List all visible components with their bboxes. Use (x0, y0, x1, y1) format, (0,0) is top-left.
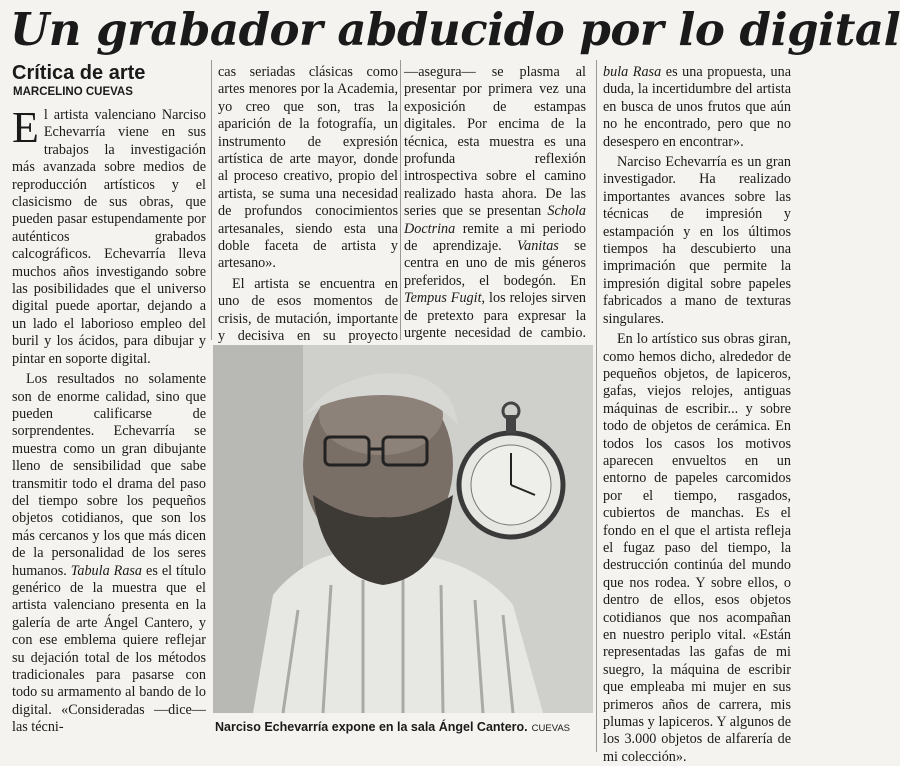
column-rule (596, 60, 597, 752)
paragraph-text: se centra en uno de mis géneros preferidos, el bodegón. En (404, 238, 586, 289)
series-title: bula Rasa (603, 64, 662, 80)
column-rule (400, 60, 401, 340)
photo-credit: CUEVAS (531, 723, 571, 734)
paragraph-text: l artista valenciano Narciso Echevarría viene en sus trabajos la investigación más avanzada sobre medios de reproducción artísticos y el clasicismo de sus obras, que pueden pasar estupendamente por auténticos grabados calcográficos. Echevarría lleva muchos años investigando sobre las posibilidades que el universo digital puede aportar, dejando a un lado el laborioso empleo del buril y los ácidos, para dibujar y pintar en soporte digital. (12, 107, 206, 367)
caption-text: Narciso Echevarría expone en la sala Ángel Cantero. (215, 720, 528, 734)
series-title: Schola Doctrina (404, 203, 586, 237)
article-column-2 (218, 64, 398, 345)
series-title: Tabula Rasa (70, 562, 143, 579)
paragraph: En lo artístico sus obras giran, como hemos dicho, alrededor de pequeños objetos, de lapiceros, gafas, viejos relojes, antiguas máquinas de escribir... y sobre todo de objetos de cerámica. En todos los casos los motivos aparecen envueltos en un entorno de papeles carcomidos por el tiempo, rasgados, cubiertos de manchas. Es el fondo en el que el artista refleja el fugaz paso del tiempo, la destrucción continúa del mundo que nos rodea. Y sobre ellos, o dentro de ellos, esos objetos cotidianos que nos acompañan en nuestro periplo vital. «Están representadas las gafas de mi suegro, la máquina de escribir que empleaba mi mujer en sus primeros años de carrera, mis plumas y lapiceros. Y algunos de los 3.000 objetos de alfarería de mi colección». (603, 331, 791, 765)
column-rule (211, 60, 212, 340)
artist-portrait-image (213, 345, 593, 713)
paragraph (12, 103, 206, 368)
article-column-4 (603, 64, 791, 765)
paragraph: El artista se encuentra en uno de esos momentos de crisis, de mutación, importante y decisiva en su proyecto (218, 275, 398, 345)
author-byline: MARCELINO CUEVAS (13, 86, 133, 98)
paragraph-text: es el título genérico de la muestra que el artista valenciano presenta en la galería de arte Ángel Cantero, y con ese emblema quiere reflejar su dejación total de los métodos tradicionales para pasarse con todo su armamento al bando de lo digital. «Consideradas —dice— las técni- (12, 562, 206, 736)
paragraph-text: , los relojes sirven de pretexto para expresar la urgente necesidad de cambio. (404, 290, 587, 342)
article-column-1 (12, 103, 206, 752)
article-column-3 (404, 64, 587, 342)
series-title: Vanitas (517, 238, 559, 255)
paragraph-text: remite a mi periodo de aprendizaje. (404, 220, 586, 255)
paragraph (404, 64, 586, 360)
drop-cap: E (12, 103, 39, 152)
paragraph (12, 371, 206, 737)
photo-caption (215, 720, 595, 734)
paragraph-text: —asegura— se plasma al presentar por primera vez una exposición de estampas digitales. Por encima de la técnica, esta muestra es una profunda reflexión introspectiva sobre el camino realizado hasta ahora. De las series que se presentan (404, 64, 586, 220)
paragraph-text: Los resultados no solamente son de enorme calidad, sino que pueden calificarse de sorprendentes. Echevarría se muestra como un gran dibujante lleno de sensibilidad que sabe transmitir todo el drama del paso del tiempo sobre los pequeños objetos cotidianos, que son los más cercanos y los que más dicen de la personalidad de los seres humanos. (12, 371, 206, 579)
paragraph: cas seriadas clásicas como artes menores por la Academia, yo creo que son, tras la aparición de la fotografía, un instrumento de expresión artística de arte mayor, donde al proceso creativo, propio del artista, se suma una necesidad de profundos conocimientos artesanales, siendo esta una doble faceta de artista y artesano». (218, 64, 398, 272)
paragraph (603, 64, 791, 151)
paragraph-text: es una propuesta, una duda, la incertidumbre del artista en busca de unos frutos que aún no he encontrado, pero que no desespero en encontrar». (603, 64, 791, 150)
section-label: Crítica de arte (12, 62, 146, 84)
artist-photo (213, 345, 593, 713)
series-title: Tempus Fugit (404, 290, 482, 307)
paragraph: Narciso Echevarría es un gran investigador. Ha realizado importantes avances sobre las técnicas de impresión y estampación y en los últimos tiempos ha descubierto una imprimación que permite la impresión digital sobre papeles fabricados a mano de texturas singulares. (603, 154, 791, 327)
headline: Un grabador abducido por lo digital (10, 3, 900, 56)
